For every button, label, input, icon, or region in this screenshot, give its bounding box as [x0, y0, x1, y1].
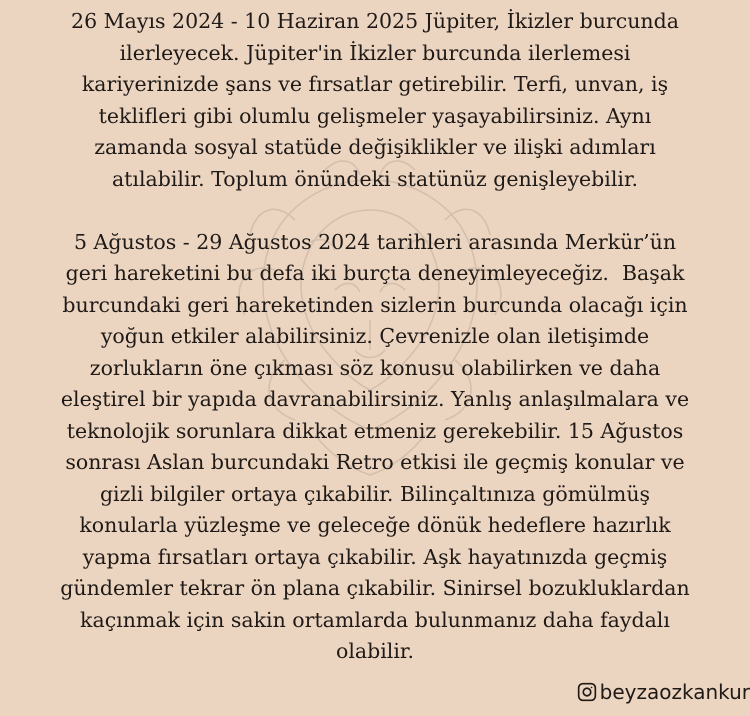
text-line: geri hareketini bu defa iki burçta deneyimleyeceğiz. Başak — [65, 261, 685, 285]
text-line: eleştirel bir yapıda davranabilirsiniz. Yanlış anlaşılmalara ve — [60, 387, 690, 411]
text-line: 26 Mayıs 2024 - 10 Haziran 2025 Jüpiter, İkizler burcunda — [71, 9, 679, 33]
text-line: gizli bilgiler ortaya çıkabilir. Bilinçaltınıza gömülmüş — [99, 481, 651, 506]
text-line: kariyerinizde şans ve fırsatlar getirebilir. Terfi, unvan, iş — [81, 72, 669, 96]
text-line: olabilir. — [336, 639, 414, 663]
paragraph-mercury — [0, 227, 750, 668]
text-line: burcundaki geri hareketinden sizlerin burcunda olacağı için — [62, 292, 688, 317]
text-line: yapma fırsatları ortaya çıkabilir. Aşk hayatınızda geçmiş — [82, 544, 668, 569]
text-line: kaçınmak için sakin ortamlarda bulunmanız daha faydalı — [80, 607, 670, 632]
text-line: zorlukların öne çıkması söz konusu olabilirken ve daha — [89, 355, 661, 380]
text-line: yoğun etkiler alabilirsiniz. Çevrenizle olan iletişimde — [100, 324, 650, 348]
handle-text: beyzaozkankur — [599, 680, 750, 704]
paragraph-gap — [0, 195, 750, 227]
paragraph-jupiter — [0, 6, 750, 195]
text-line: 5 Ağustos - 29 Ağustos 2024 tarihleri arasında Merkür’ün — [73, 229, 677, 254]
text-line: zamanda sosyal statüde değişiklikler ve ilişki adımları — [94, 135, 656, 159]
instagram-icon — [577, 682, 597, 702]
article-text — [0, 6, 750, 668]
text-line: ilerleyecek. Jüpiter'in İkizler burcunda ilerlemesi — [119, 40, 631, 65]
instagram-handle[interactable] — [577, 680, 750, 704]
text-line: atılabilir. Toplum önündeki statünüz genişleyebilir. — [111, 166, 639, 191]
text-line: gündemler tekrar ön plana çıkabilir. Sinirsel bozukluklardan — [60, 576, 690, 600]
text-line: konularla yüzleşme ve geleceğe dönük hedeflere hazırlık — [79, 513, 671, 537]
text-line: teknolojik sorunlara dikkat etmeniz gerekebilir. 15 Ağustos — [66, 418, 684, 443]
text-line: sonrası Aslan burcundaki Retro etkisi ile geçmiş konular ve — [65, 450, 685, 474]
text-line: teklifleri gibi olumlu gelişmeler yaşayabilirsiniz. Aynı — [98, 103, 652, 128]
